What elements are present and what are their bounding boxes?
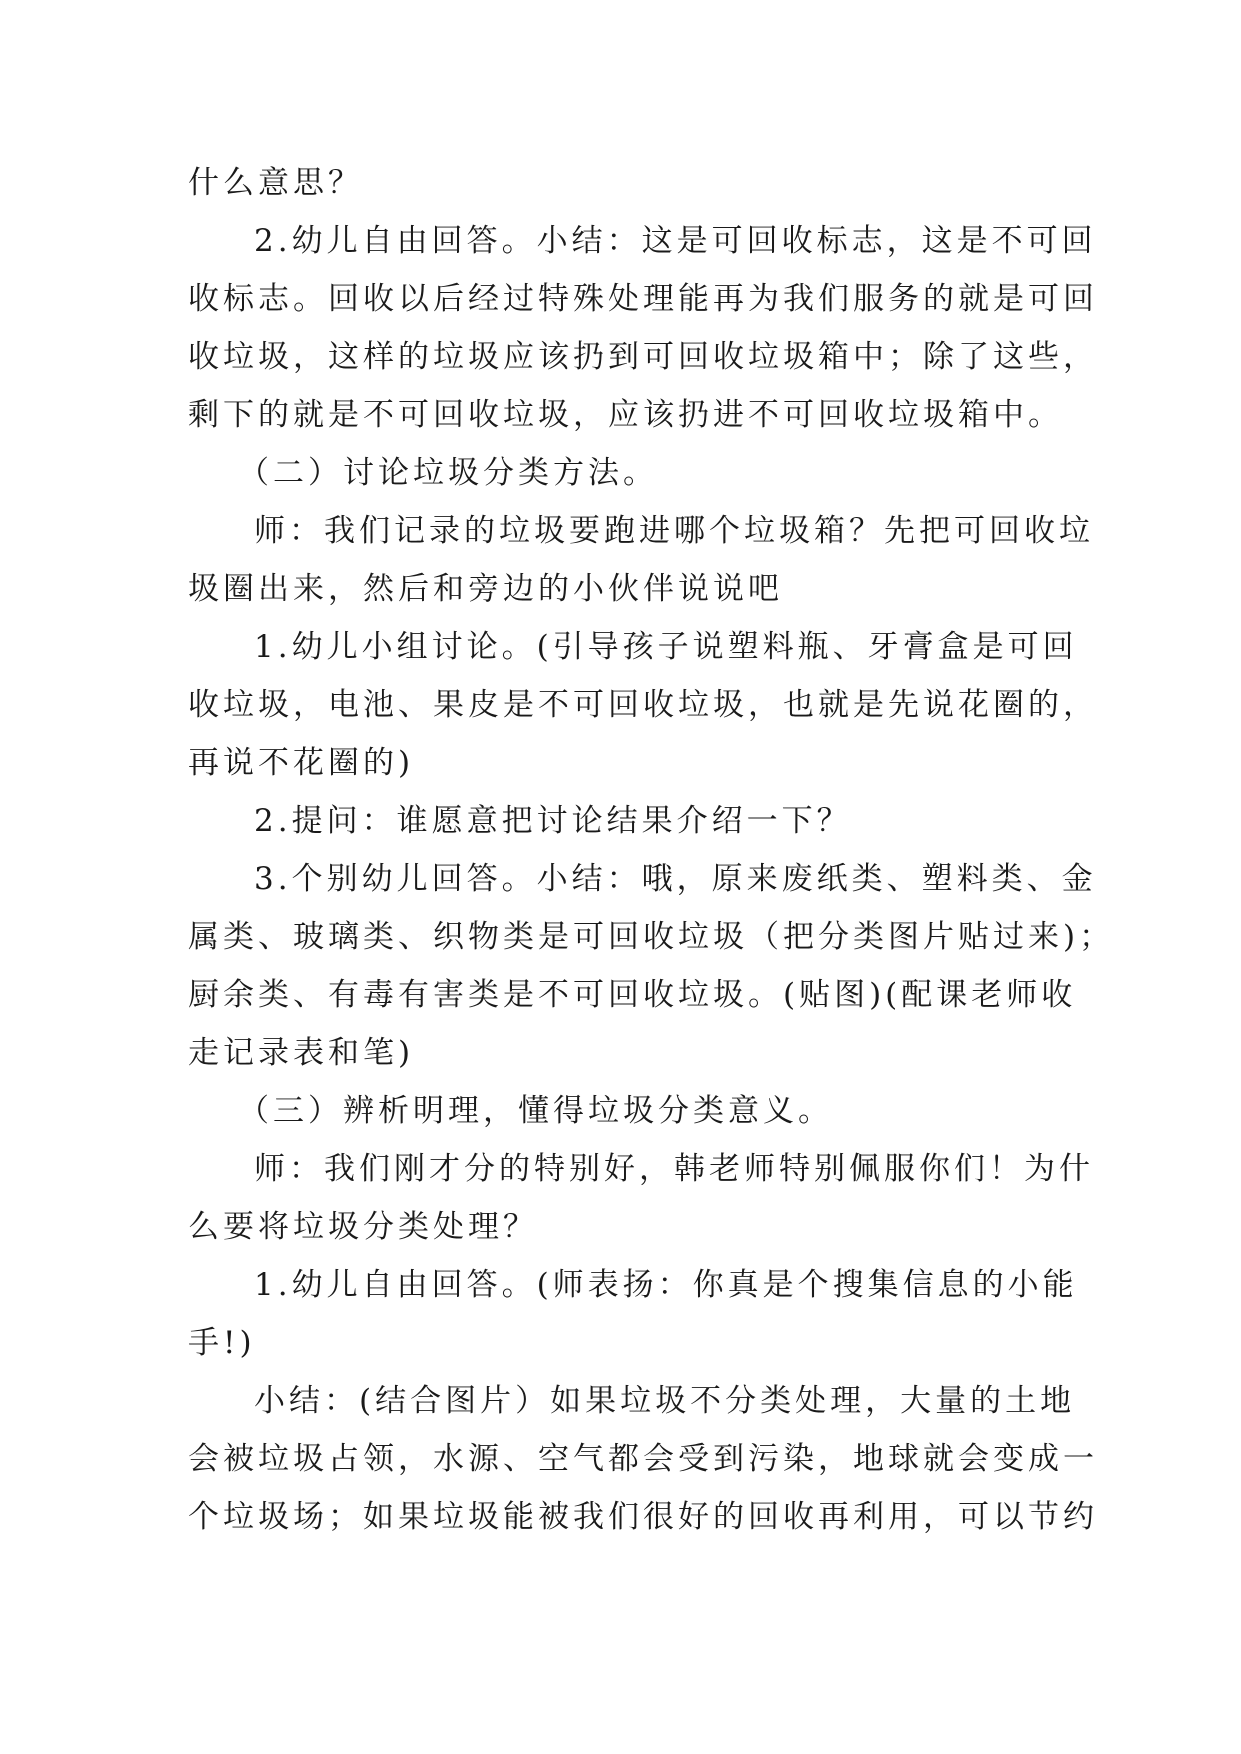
section-heading: （二）讨论垃圾分类方法。 <box>238 455 658 491</box>
text-line: 1.幼儿自由回答。(师表扬：你真是个搜集信息的小能 <box>254 1267 1078 1303</box>
text-line: 厨余类、有毒有害类是不可回收垃圾。(贴图)(配课老师收 <box>188 977 1077 1013</box>
text-line: 3.个别幼儿回答。小结：哦，原来废纸类、塑料类、金 <box>254 861 1097 897</box>
text-line: 收垃圾，这样的垃圾应该扔到可回收垃圾箱中；除了这些， <box>188 339 1098 375</box>
text-line: 走记录表和笔) <box>188 1035 415 1071</box>
text-line: 会被垃圾占领，水源、空气都会受到污染，地球就会变成一 <box>188 1441 1098 1477</box>
text-line: 师：我们刚才分的特别好，韩老师特别佩服你们！为什 <box>254 1151 1094 1187</box>
text-line: 2.提问：谁愿意把讨论结果介绍一下？ <box>254 803 852 839</box>
text-line: 2.幼儿自由回答。小结：这是可回收标志，这是不可回 <box>254 223 1097 259</box>
text-line: 收标志。回收以后经过特殊处理能再为我们服务的就是可回 <box>188 281 1098 317</box>
text-line: 小结：(结合图片）如果垃圾不分类处理，大量的土地 <box>254 1383 1076 1419</box>
section-heading: （三）辨析明理，懂得垃圾分类意义。 <box>238 1093 833 1129</box>
text-line: 1.幼儿小组讨论。(引导孩子说塑料瓶、牙膏盒是可回 <box>254 629 1078 665</box>
text-line: 收垃圾，电池、果皮是不可回收垃圾，也就是先说花圈的， <box>188 687 1098 723</box>
text-line: 手!) <box>188 1325 256 1361</box>
text-line: 个垃圾场；如果垃圾能被我们很好的回收再利用，可以节约 <box>188 1499 1098 1535</box>
text-line: 属类、玻璃类、织物类是可回收垃圾（把分类图片贴过来)； <box>188 919 1115 955</box>
text-line: 师：我们记录的垃圾要跑进哪个垃圾箱？先把可回收垃 <box>254 513 1094 549</box>
text-line: 再说不花圈的) <box>188 745 415 781</box>
text-line: 么要将垃圾分类处理？ <box>188 1209 538 1245</box>
text-line: 什么意思？ <box>188 165 363 201</box>
text-line: 圾圈出来，然后和旁边的小伙伴说说吧 <box>188 571 783 607</box>
text-line: 剩下的就是不可回收垃圾，应该扔进不可回收垃圾箱中。 <box>188 397 1063 433</box>
